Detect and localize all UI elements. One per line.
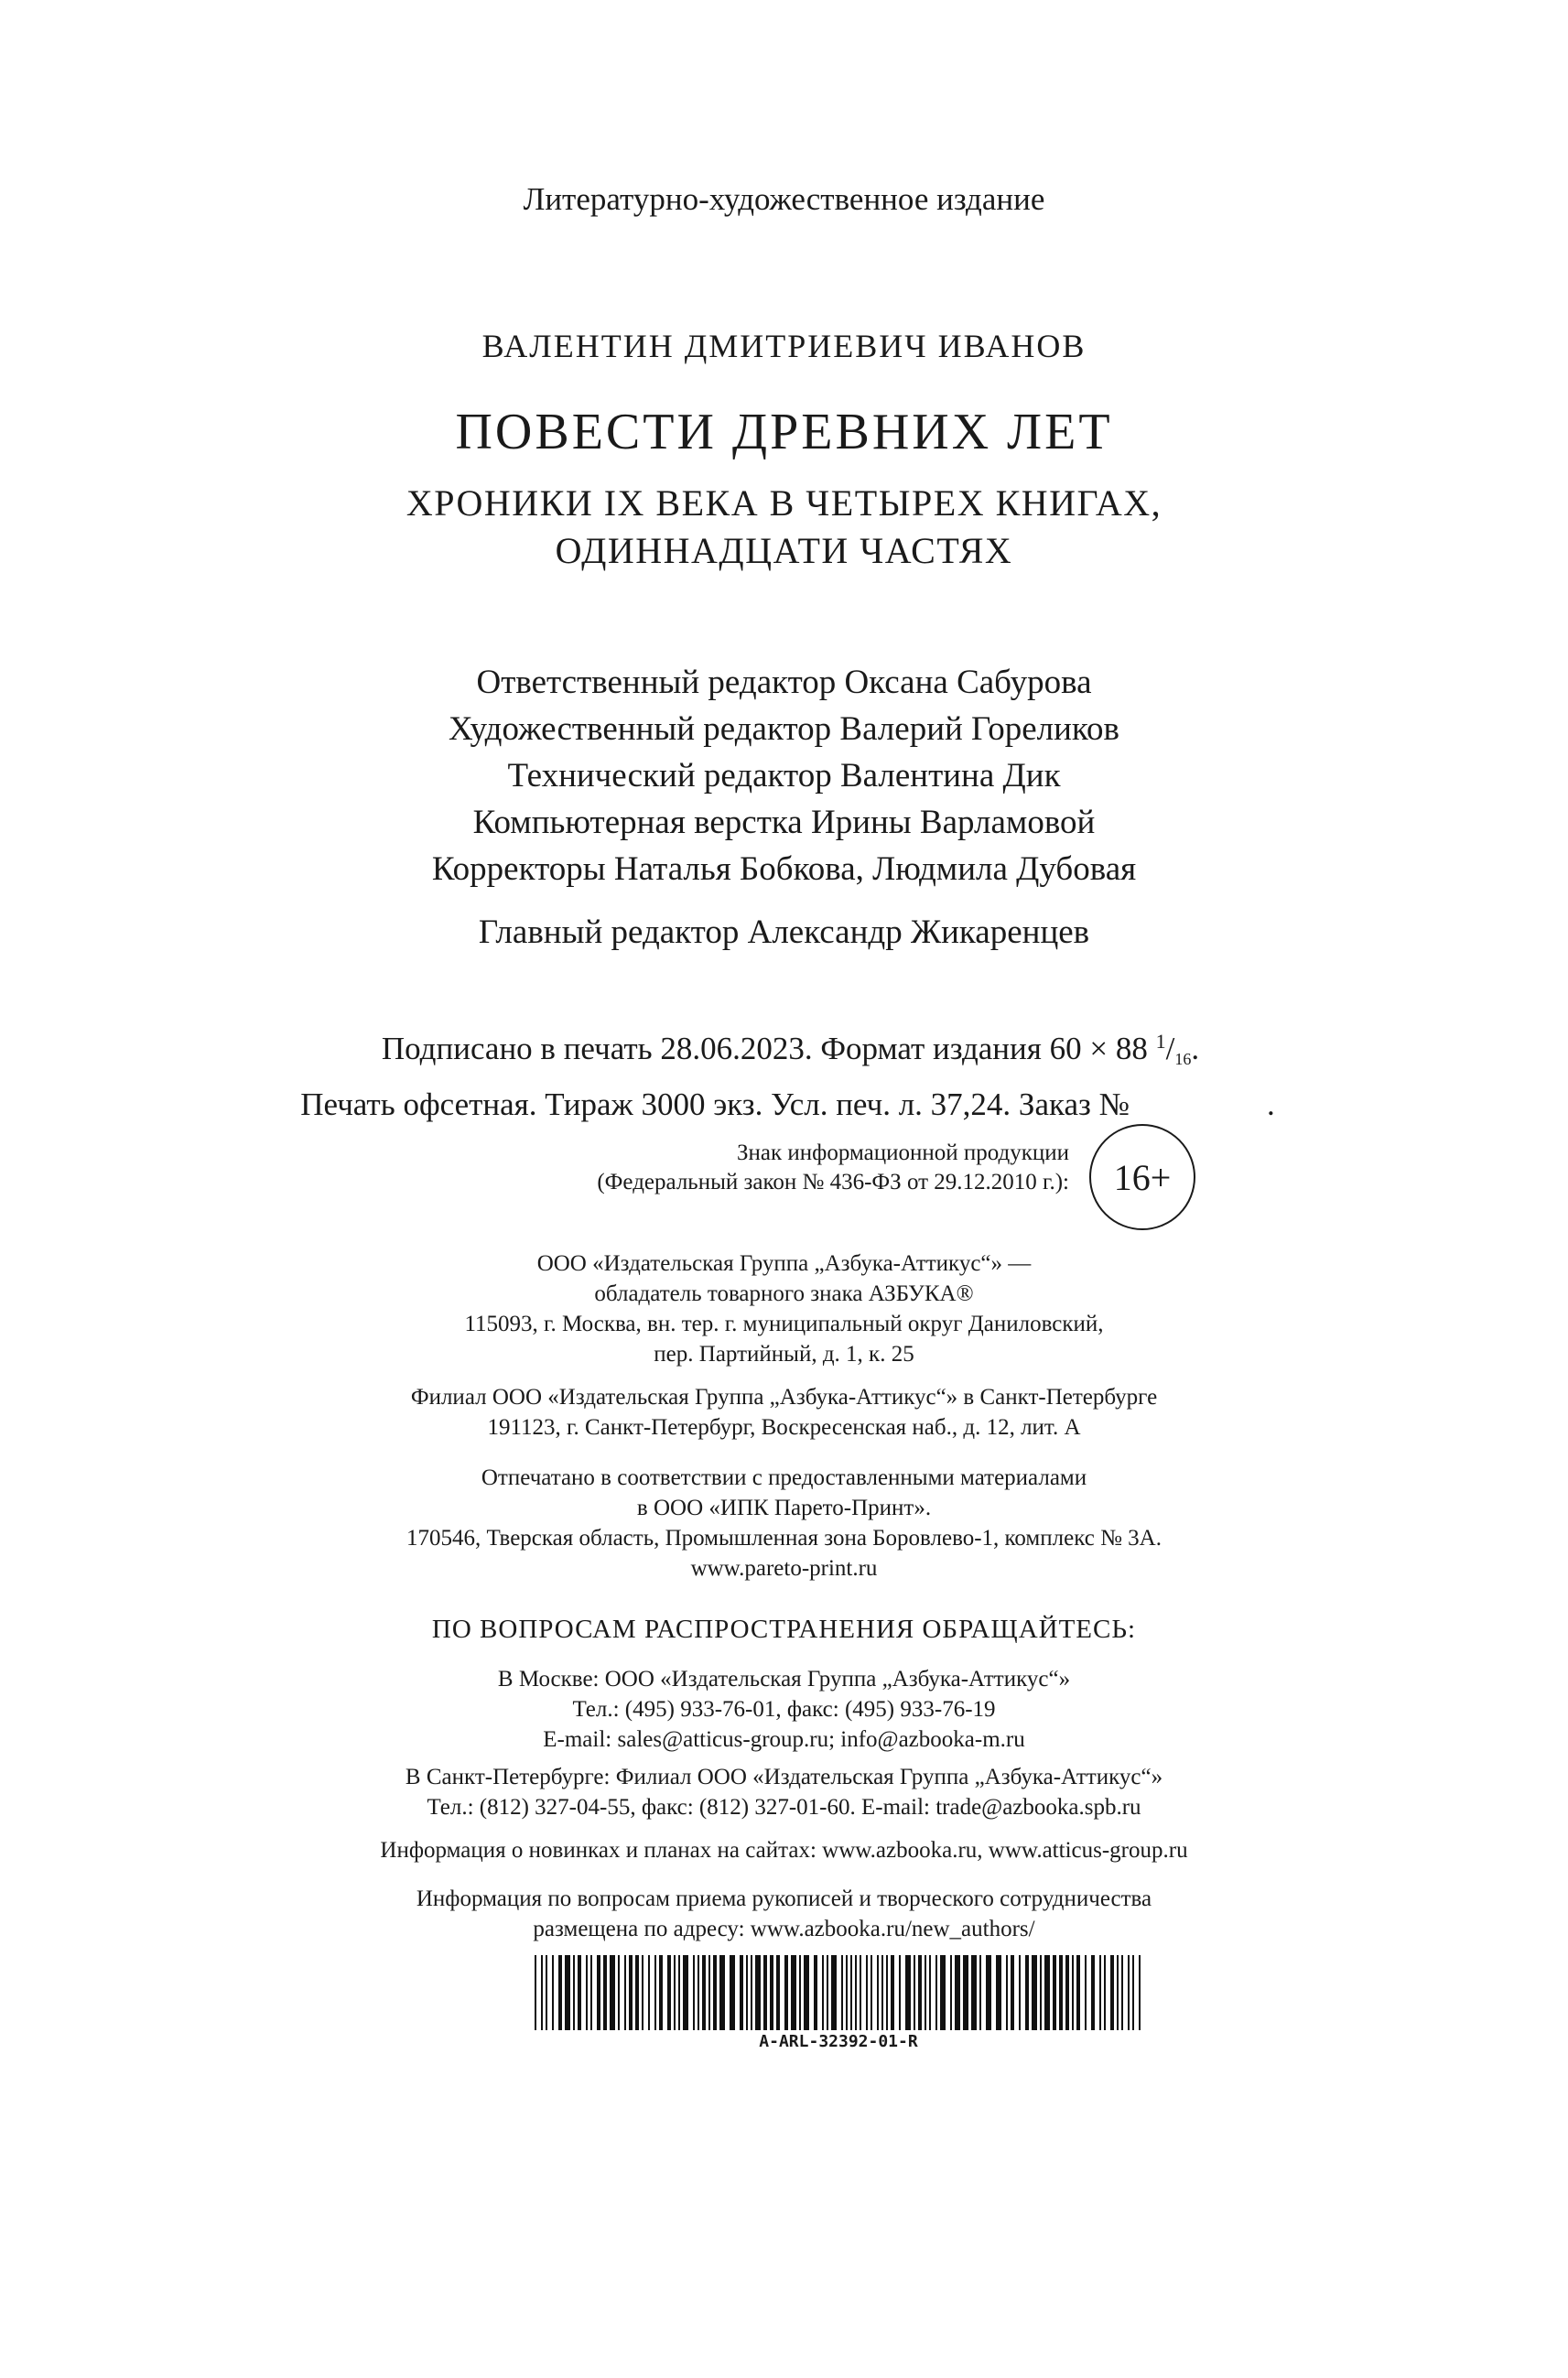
barcode-bar: [578, 1955, 581, 2030]
barcode-bar: [1011, 1955, 1014, 2030]
publisher-line: 115093, г. Москва, вн. тер. г. муниципальный округ Даниловский,: [464, 1312, 1104, 1336]
barcode-bar: [822, 1955, 824, 2030]
printer-line: Отпечатано в соответствии с предоставленными материалами: [481, 1465, 1087, 1490]
barcode-bar: [1059, 1955, 1063, 2030]
barcode-bar: [558, 1955, 562, 2030]
barcode-bar: [1128, 1955, 1130, 2030]
credit-layout: Компьютерная верстка Ирины Варламовой: [472, 804, 1096, 841]
barcode-bar: [850, 1955, 852, 2030]
barcode-bar: [1139, 1955, 1141, 2030]
branch-info: [0, 1382, 1568, 1443]
barcode-bar: [697, 1955, 699, 2030]
barcode-bar: [963, 1955, 968, 2030]
barcode-bar: [546, 1955, 547, 2030]
barcode-bar: [603, 1955, 607, 2030]
distribution-spb: [0, 1762, 1568, 1822]
barcode-bar: [871, 1955, 872, 2030]
credit-art-editor: Художественный редактор Валерий Гореликов: [449, 710, 1119, 748]
barcode-bar: [573, 1955, 575, 2030]
barcode-bar: [940, 1955, 946, 2030]
barcode-bar: [535, 1955, 536, 2030]
subtitle-line: ОДИННАДЦАТИ ЧАСТЯХ: [555, 530, 1013, 571]
barcode-bar: [642, 1955, 643, 2030]
barcode-bar: [955, 1955, 960, 2030]
barcode-bar: [1032, 1955, 1037, 2030]
credits-list: [0, 659, 1568, 892]
distribution-heading: ПО ВОПРОСАМ РАСПРОСТРАНЕНИЯ ОБРАЩАЙТЕСЬ:: [431, 1615, 1137, 1644]
barcode-bar: [624, 1955, 626, 2030]
barcode-bar: [1117, 1955, 1119, 2030]
chief-editor: Главный редактор Александр Жикаренцев: [478, 913, 1090, 951]
barcode-bar: [846, 1955, 848, 2030]
distribution-line: Тел.: (495) 933-76-01, факс: (495) 933-76-19: [572, 1697, 996, 1722]
barcode-bar: [740, 1955, 743, 2030]
barcode-bar: [814, 1955, 817, 2030]
barcode-bar: [648, 1955, 650, 2030]
news-info: Информация о новинках и планах на сайтах: www.azbooka.ru, www.atticus-group.ru: [380, 1838, 1188, 1863]
barcode-label: A-ARL-32392-01-R: [759, 2032, 918, 2051]
barcode-bar: [1104, 1955, 1106, 2030]
barcode-bar: [918, 1955, 922, 2030]
barcode-bar: [674, 1955, 676, 2030]
book-title: ПОВЕСТИ ДРЕВНИХ ЛЕТ: [455, 404, 1113, 460]
barcode-bar: [1065, 1955, 1069, 2030]
barcode-bar: [929, 1955, 931, 2030]
book-subtitle: [0, 480, 1568, 575]
age-rating-text: [476, 1139, 1069, 1197]
barcode-bar: [702, 1955, 706, 2030]
printer-info: [0, 1463, 1568, 1584]
barcode-bar: [799, 1955, 801, 2030]
credit-proofreaders: Корректоры Наталья Бобкова, Людмила Дубовая: [431, 850, 1137, 888]
barcode-bar: [629, 1955, 633, 2030]
barcode-bar: [979, 1955, 981, 2030]
barcode-bar: [1085, 1955, 1087, 2030]
print-info-line-2: [0, 1082, 1568, 1128]
barcode-bar: [1040, 1955, 1042, 2030]
format-slash: /: [1165, 1031, 1175, 1066]
barcode-bar: [1132, 1955, 1134, 2030]
barcode-bar: [693, 1955, 695, 2030]
credit-technical-editor: Технический редактор Валентина Дик: [507, 757, 1061, 794]
barcode-bar: [784, 1955, 788, 2030]
distribution-moscow: [0, 1664, 1568, 1755]
author-name: ВАЛЕНТИН ДМИТРИЕВИЧ ИВАНОВ: [481, 328, 1087, 364]
barcode-bar: [719, 1955, 725, 2030]
barcode-bar: [925, 1955, 926, 2030]
barcode-bar: [635, 1955, 639, 2030]
barcode-bar: [866, 1955, 868, 2030]
distribution-line: Тел.: (812) 327-04-55, факс: (812) 327-01-60. E-mail: trade@azbooka.spb.ru: [427, 1795, 1141, 1820]
barcode-bar: [597, 1955, 600, 2030]
barcode-bar: [1099, 1955, 1101, 2030]
age-rating-block: [476, 1124, 1227, 1243]
manuscripts-line: Информация по вопросам приема рукописей и творческого сотрудничества: [416, 1886, 1152, 1911]
barcode-bar: [654, 1955, 656, 2030]
barcode-bar: [1025, 1955, 1029, 2030]
barcode-bar: [659, 1955, 663, 2030]
barcode-bar: [1072, 1955, 1074, 2030]
barcode-bar: [1044, 1955, 1050, 2030]
barcode-bar: [713, 1955, 717, 2030]
barcode-bar: [841, 1955, 843, 2030]
barcode-bar: [1091, 1955, 1095, 2030]
barcode-bar: [1121, 1955, 1123, 2030]
printer-line: в ООО «ИПК Парето-Принт».: [636, 1496, 932, 1520]
barcode-bar: [831, 1955, 837, 2030]
barcode-bar: [678, 1955, 680, 2030]
age-rating-law: (Федеральный закон № 436-ФЗ от 29.12.2010 г.):: [597, 1170, 1069, 1194]
barcode-bar: [730, 1955, 735, 2030]
publisher-line: ООО «Издательская Группа „Азбука-Аттикус“» —: [536, 1251, 1032, 1276]
barcode-bar: [541, 1955, 543, 2030]
credit-responsible-editor: Ответственный редактор Оксана Сабурова: [476, 664, 1092, 701]
line-end-period: .: [1191, 1031, 1200, 1066]
barcode-bar: [881, 1955, 883, 2030]
barcode-bar: [1053, 1955, 1056, 2030]
barcode-bar: [763, 1955, 767, 2030]
barcode-bar: [791, 1955, 796, 2030]
manuscripts-line: размещена по адресу: www.azbooka.ru/new_authors/: [533, 1917, 1035, 1941]
barcode-bar: [586, 1955, 588, 2030]
barcode-bars: [535, 1955, 1142, 2030]
distribution-line: В Санкт-Петербурге: Филиал ООО «Издательская Группа „Азбука-Аттикус“»: [405, 1765, 1163, 1789]
barcode-bar: [776, 1955, 780, 2030]
barcode-bar: [565, 1955, 570, 2030]
barcode-bar: [590, 1955, 592, 2030]
barcode-bar: [971, 1955, 977, 2030]
branch-line: 191123, г. Санкт-Петербург, Воскресенская наб., д. 12, лит. А: [487, 1415, 1081, 1440]
genre-label: Литературно-художественное издание: [523, 181, 1045, 217]
barcode-bar: [996, 1955, 1001, 2030]
age-rating-badge: 16+: [1089, 1124, 1195, 1230]
distribution-line: В Москве: ООО «Издательская Группа „Азбука-Аттикус“»: [497, 1667, 1071, 1692]
publisher-info: [0, 1248, 1568, 1369]
barcode: [535, 1955, 1142, 2056]
publisher-line: обладатель товарного знака АЗБУКА®: [594, 1281, 974, 1306]
barcode-bar: [914, 1955, 915, 2030]
manuscripts-info: [0, 1884, 1568, 1944]
printer-line: www.pareto-print.ru: [690, 1556, 878, 1581]
print-info: [0, 1019, 1568, 1128]
printer-line: 170546, Тверская область, Промышленная зона Боровлево-1, комплекс № 3А.: [406, 1526, 1162, 1551]
barcode-bar: [755, 1955, 761, 2030]
print-date-format: Подписано в печать 28.06.2023. Формат издания 60 × 88: [381, 1031, 1156, 1066]
distribution-line: E-mail: sales@atticus-group.ru; info@azbooka-m.ru: [543, 1727, 1025, 1752]
barcode-bar: [804, 1955, 809, 2030]
subtitle-line: ХРОНИКИ IX ВЕКА В ЧЕТЫРЕХ КНИГАХ,: [406, 482, 1162, 524]
barcode-bar: [667, 1955, 671, 2030]
barcode-bar: [610, 1955, 615, 2030]
barcode-bar: [986, 1955, 991, 2030]
line-end-period: .: [1266, 1086, 1275, 1122]
barcode-bar: [827, 1955, 828, 2030]
barcode-bar: [899, 1955, 901, 2030]
barcode-bar: [683, 1955, 688, 2030]
format-numerator: 1: [1155, 1030, 1166, 1053]
barcode-bar: [618, 1955, 620, 2030]
publisher-line: пер. Партийный, д. 1, к. 25: [654, 1342, 914, 1367]
barcode-bar: [746, 1955, 748, 2030]
barcode-bar: [1076, 1955, 1080, 2030]
print-info-line-1: [0, 1019, 1568, 1082]
barcode-bar: [552, 1955, 554, 2030]
barcode-bar: [950, 1955, 952, 2030]
barcode-bar: [935, 1955, 937, 2030]
barcode-bar: [860, 1955, 861, 2030]
barcode-bar: [891, 1955, 894, 2030]
age-rating-label: Знак информационной продукции: [736, 1140, 1069, 1165]
barcode-bar: [751, 1955, 752, 2030]
barcode-bar: [770, 1955, 773, 2030]
barcode-bar: [708, 1955, 710, 2030]
barcode-bar: [855, 1955, 857, 2030]
barcode-bar: [1006, 1955, 1008, 2030]
format-denominator: 16: [1174, 1050, 1192, 1068]
barcode-bar: [905, 1955, 911, 2030]
branch-line: Филиал ООО «Издательская Группа „Азбука-Аттикус“» в Санкт-Петербурге: [410, 1385, 1158, 1410]
barcode-bar: [1019, 1955, 1021, 2030]
barcode-bar: [877, 1955, 879, 2030]
barcode-bar: [886, 1955, 888, 2030]
barcode-bar: [1110, 1955, 1114, 2030]
print-run-order: Печать офсетная. Тираж 3000 экз. Усл. печ. л. 37,24. Заказ №: [300, 1086, 1130, 1122]
